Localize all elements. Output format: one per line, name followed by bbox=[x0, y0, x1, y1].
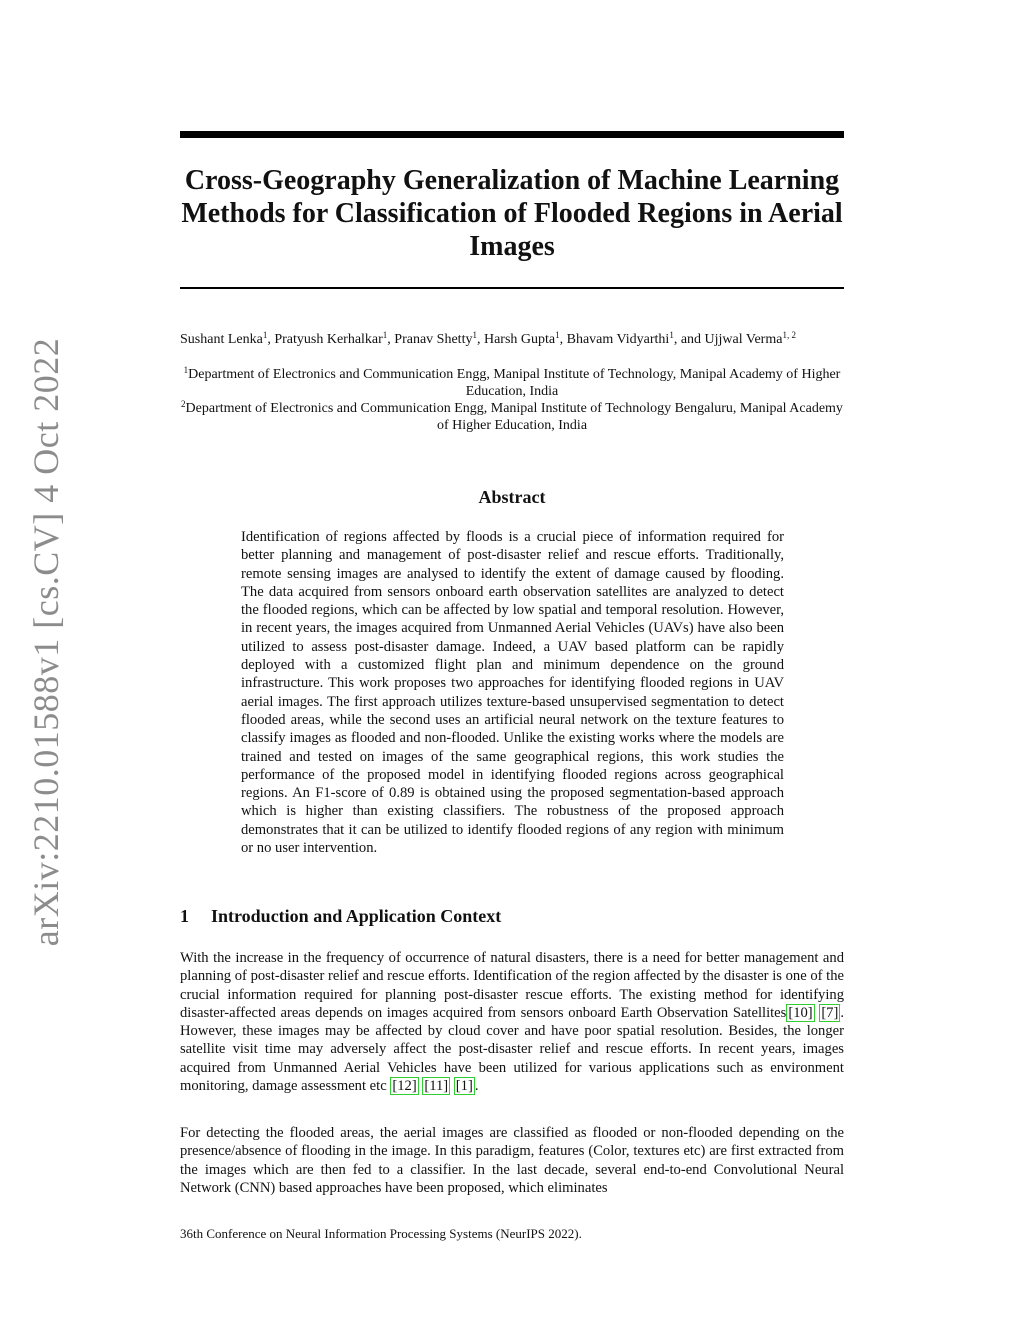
arxiv-identifier: arXiv:2210.01588v1 [cs.CV] 4 Oct 2022 bbox=[26, 337, 66, 947]
author: Ujjwal Verma$^{1, 2}$ bbox=[704, 330, 796, 347]
abstract-heading: Abstract bbox=[478, 487, 546, 507]
author: Bhavam Vidyarthi$^1$, and bbox=[566, 330, 705, 347]
author: Pranav Shetty$^1$, bbox=[394, 330, 484, 347]
author: Sushant Lenka$^1$, bbox=[180, 330, 275, 347]
citation-link[interactable]: [11] bbox=[424, 1078, 449, 1095]
paper-title: Cross-Geography Generalization of Machine Learning Methods for Classification of Flooded Regions in Aerial Images bbox=[181, 165, 843, 262]
conference-footer: 36th Conference on Neural Information Processing Systems (NeurIPS 2022). bbox=[180, 1226, 582, 1241]
citation-link[interactable]: [12] bbox=[392, 1078, 417, 1095]
affiliation: $^2$Department of Electronics and Communication Engg, Manipal Institute of Technology Bengaluru, Manipal Academy of Higher Education, India bbox=[181, 399, 843, 433]
intro-paragraph-1: With the increase in the frequency of occurrence of natural disasters, there is a need for better management and planning of post-disaster relief and rescue efforts. Identification of the region affected by the disaster is one of the crucial information required for planning post-disaster rescue efforts. The existing method for identifying disaster-affected areas depends on images acquired from sensors onboard Earth Observation Satellites [10] [7] . However, these images may be affected by cloud cover and have poor spatial resolution. Besides, the longer satellite visit time may adversely affect the post-disaster relief and rescue efforts. In recent years, images acquired from Unmanned Aerial Vehicles have been utilized for various applications such as environment monitoring, damage assessment etc [12] [11] [1] . bbox=[180, 950, 844, 1095]
citation-link[interactable]: [7] bbox=[821, 1004, 839, 1021]
author: Harsh Gupta$^1$, bbox=[483, 330, 567, 347]
author: Pratyush Kerhalkar$^1$, bbox=[274, 330, 395, 347]
section-heading: 1 Introduction and Application Context bbox=[180, 906, 502, 926]
title-top-rule bbox=[180, 131, 844, 138]
intro-paragraph-2: For detecting the flooded areas, the aerial images are classified as flooded or non-flooded depending on the presence/absence of flooding in the image. In this paradigm, features (Color, textures etc) are first extracted from the images which are then fed to a classifier. In the last decade, several end-to-end Convolutional Neural Network (CNN) based approaches have been proposed, which eliminates bbox=[180, 1125, 844, 1196]
abstract-text: Identification of regions affected by floods is a crucial piece of information required for better planning and management of post-disaster relief and rescue efforts. Traditionally, remote sensing images are analysed to identify the extent of damage caused by flooding. The data acquired from sensors onboard earth observation satellites are analyzed to detect the flooded regions, which can be affected by low spatial and temporal resolution. However, in recent years, the images acquired from Unmanned Aerial Vehicles (UAVs) have also been utilized to assess post-disaster damage. Indeed, a UAV based platform can be rapidly deployed with a customized flight plan and minimum dependence on the ground infrastructure. This work proposes two approaches for identifying flooded regions in UAV aerial images. The first approach utilizes texture-based unsupervised segmentation to detect flooded areas, while the second uses an artificial neural network on the texture features to classify images as flooded and non-flooded. Unlike the existing works where the models are trained and tested on images of the same geographical regions, this work studies the performance of the proposed model in identifying flooded regions across geographical regions. An F1-score of 0.89 is obtained using the proposed segmentation-based approach which is higher than existing classifiers. The robustness of the proposed approach demonstrates that it can be utilized to identify flooded regions of any region with minimum or no user intervention. bbox=[241, 529, 784, 857]
affiliation: $^1$Department of Electronics and Communication Engg, Manipal Institute of Technology, Manipal Academy of Higher Education, India bbox=[183, 365, 841, 399]
title-bottom-rule bbox=[180, 287, 844, 289]
author-list bbox=[180, 331, 844, 349]
citation-link[interactable]: [1] bbox=[455, 1078, 473, 1095]
citation-link[interactable]: [10] bbox=[788, 1004, 813, 1021]
affiliation-list bbox=[180, 366, 844, 434]
